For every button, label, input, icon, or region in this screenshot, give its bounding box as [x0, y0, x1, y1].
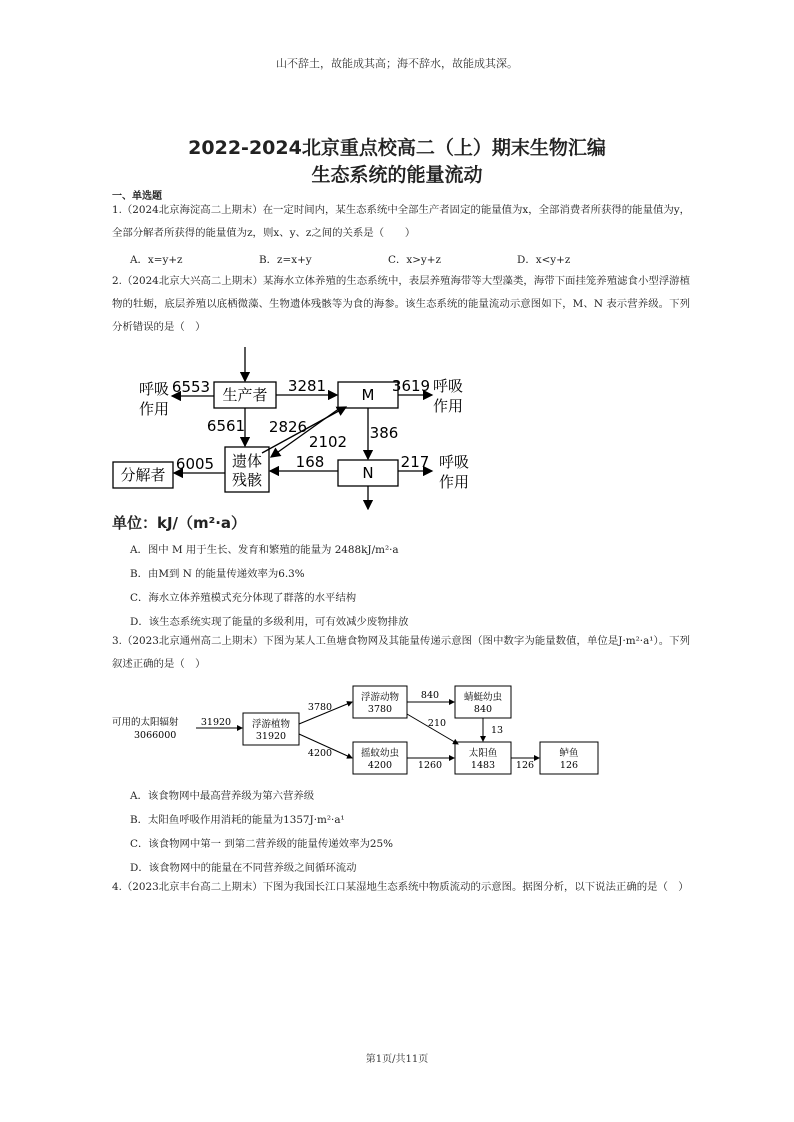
value-6553: 6553 — [171, 378, 211, 396]
sunfish-value: 1483 — [470, 760, 496, 771]
page-subtitle: 生态系统的能量流动 — [311, 164, 483, 186]
value-6561: 6561 — [206, 417, 246, 435]
page-title: 2022-2024北京重点校高二（上）期末生物汇编 — [188, 137, 606, 159]
resp1-label-1: 呼吸 — [138, 380, 170, 398]
value-168: 168 — [295, 453, 325, 471]
value-1260: 1260 — [417, 760, 443, 771]
q1-option-d: D．x<y+z — [517, 254, 571, 266]
q3-option-a: A．该食物网中最高营养级为第六营养级 — [130, 790, 315, 802]
q3-option-b: B．太阳鱼呼吸作用消耗的能量为1357J·m²·a¹ — [130, 814, 345, 826]
remains-label-1: 遗体 — [231, 452, 263, 470]
resp1-label-2: 作用 — [138, 400, 170, 418]
sun-label: 可用的太阳辐射 — [112, 717, 179, 728]
zoo-label: 浮游动物 — [360, 692, 400, 703]
question-4: 4.（2023北京丰台高二上期末）下图为我国长江口某湿地生态系统中物质流动的示意图。据图分析，以下说法正确的是（ ） — [112, 881, 689, 893]
value-4200: 4200 — [307, 748, 333, 759]
value-31920: 31920 — [200, 717, 232, 728]
unit-label: 单位：kJ/（m²·a） — [112, 514, 247, 532]
decomposer-label: 分解者 — [120, 466, 166, 484]
value-210: 210 — [427, 718, 447, 729]
question-2: 2.（2024北京大兴高二上期末）某海水立体养殖的生态系统中，表层养殖海带等大型藻类，海带下面挂笼养殖滤食小型浮游植物的牡蛎，底层养殖以底栖微藻、生物遗体残骸等为食的海参。该生态系统的能量流动示意图如下，M、N 表示营养级。下列分析错误的是（ ） — [112, 275, 690, 333]
value-6005: 6005 — [175, 455, 215, 473]
q3-option-d: D．该食物网中的能量在不同营养级之间循环流动 — [130, 862, 357, 874]
bass-label: 鲈鱼 — [559, 748, 579, 759]
q1-option-c: C．x>y+z — [388, 254, 441, 266]
q1-option-b: B．z=x+y — [259, 254, 312, 266]
producer-label: 生产者 — [222, 386, 268, 404]
page-motto: 山不辞土，故能成其高；海不辞水，故能成其深。 — [276, 57, 518, 70]
q2-option-c: C．海水立体养殖模式充分体现了群落的水平结构 — [130, 592, 357, 604]
question-3: 3.（2023北京通州高二上期末）下图为某人工鱼塘食物网及其能量传递示意图（图中数字为能量数值，单位是J·m²·a¹）。下列叙述正确的是（ ） — [112, 635, 690, 670]
value-3619: 3619 — [391, 377, 431, 395]
q2-option-b: B．由M到 N 的能量传递效率为6.3% — [130, 568, 305, 580]
resp3-label-1: 呼吸 — [438, 453, 470, 471]
page-footer: 第1页/共11页 — [365, 1054, 429, 1065]
n-label: N — [362, 464, 374, 482]
phyto-label: 浮游植物 — [251, 719, 291, 730]
food-web-diagram — [110, 682, 610, 782]
value-126: 126 — [515, 760, 535, 771]
sun-value: 3066000 — [134, 730, 177, 741]
value-2826: 2826 — [268, 418, 308, 436]
wiggler-value: 4200 — [367, 760, 393, 771]
dragon-label: 蜻蜓幼虫 — [463, 692, 503, 703]
q2-option-a: A．图中 M 用于生长、发育和繁殖的能量为 2488kJ/m²·a — [130, 544, 399, 556]
resp3-label-2: 作用 — [438, 473, 470, 491]
value-386: 386 — [369, 424, 399, 442]
remains-label-2: 残骸 — [231, 471, 263, 489]
value-3780: 3780 — [307, 702, 333, 713]
q2-option-d: D．该生态系统实现了能量的多级利用，可有效减少废物排放 — [130, 616, 409, 628]
bass-value: 126 — [559, 760, 579, 771]
dragon-value: 840 — [473, 704, 493, 715]
q3-option-c: C．该食物网中第一 到第二营养级的能量传递效率为25% — [130, 838, 393, 850]
value-840: 840 — [420, 690, 440, 701]
value-13: 13 — [491, 725, 504, 736]
energy-flow-diagram — [110, 345, 490, 510]
wiggler-label: 摇蚊幼虫 — [360, 748, 400, 759]
phyto-value: 31920 — [255, 731, 287, 742]
value-2102: 2102 — [308, 433, 348, 451]
question-1: 1.（2024北京海淀高二上期末）在一定时间内，某生态系统中全部生产者固定的能量值为x，全部消费者所获得的能量值为y，全部分解者所获得的能量值为z，则x、y、z之间的关系是（ ） — [112, 204, 691, 239]
zoo-value: 3780 — [367, 704, 393, 715]
resp2-label-1: 呼吸 — [432, 377, 464, 395]
value-3281: 3281 — [287, 377, 327, 395]
section-heading: 一、单选题 — [112, 191, 162, 202]
sunfish-label: 太阳鱼 — [468, 748, 498, 759]
resp2-label-2: 作用 — [432, 397, 464, 415]
q1-option-a: A．x=y+z — [130, 254, 183, 266]
value-217: 217 — [400, 453, 430, 471]
m-label: M — [361, 386, 375, 404]
